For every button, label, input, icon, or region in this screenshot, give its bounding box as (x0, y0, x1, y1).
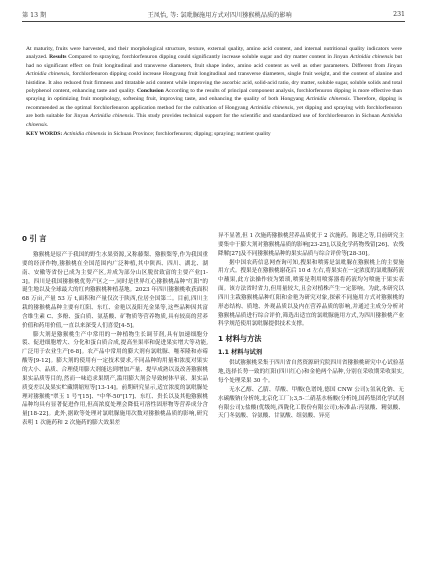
results-label: Results (49, 54, 67, 61)
abstract-conclusion-5: . (46, 121, 49, 128)
english-abstract (26, 45, 402, 138)
left-column (22, 232, 208, 428)
intro-paragraph-1: 猕猴桃是原产于我国的野生水果资源,又称藤梨、猕猴梨等,作为我国重要的经济作物,猕猴桃在全国范围内广泛种植,其中陕西、四川、湖北、湖南、安徽等省份已成为主要产区,并成为部分山区脱贫致富的主要产业[1-3]。四川是我国猕猴桃优势产区之一,同时是世界红心猕猴桃品种"红阳"的诞生地以及全球最大的红肉猕猴桃种植基地。2023 年四川猕猴桃收获面积 68 万亩,产量 53 万 t,面积和产量仅次于陕西,位居全国第二。目前,四川主栽的猕猴桃品种主要有红阳、东红、金艳以及阳光金果等,这些品种因其富含维生素 C、多酚、蛋白质、氨基酸、矿物质等营养物质,具有较高的营养价值和药用价值,一直以来深受人们喜爱[4-5]。 (22, 252, 208, 329)
key-words-list: in Sichuan Province; forchlorfenuron; dipping; spraying; nutrient quality (106, 131, 271, 138)
abstract-conclusion-1: According to the results of principal component analysis, forchlorfenuron dipping is more effective than spraying in optimizing fruit morphology, softening fruit, improving taste, and enhancing the quality of both Hongyang (26, 88, 402, 103)
abstract-results-2: but had no significant effect on fruit longitudinal and transverse diameters, fruit shape index, amino acid content as well as other parameters. Different from Jinyan (26, 54, 402, 69)
subsection-heading-materials: 1.1 材料与试剂 (218, 349, 263, 357)
materials-paragraph-1: 供试猕猴桃采集于四川省自然资源研究院四川省猕猴桃研究中心试验基地,选择长势一致的红阳(四川红心)和金艳两个品种,分别在采收期采收果实,每个处理采果 30 个。 (218, 360, 404, 384)
intro-paragraph-2: 膨大剂是猕猴桃生产中常用的一种植物生长调节剂,具有加速细胞分裂、促进细胞增大、分化和蛋白质合成,提高坐果率和促进果实增大等功能,广泛用于农业生产[6-8]。农产品中常用的膨大剂有氯吡脲、噻苯隆和赤霉酸等[9-12]。膨大剂的使用有一定技术要求,不同品种的用量和浓度对果实的大小、品质、合理使用膨大剂能达到增加产量、提早成熟以及改善猕猴桃果实品质等目的,然而一味追求果期产,滥用膨大剂会导致树体早衰、果实品质变差以及果实贮藏期缩短等[13-14]。前期研究显示,适宜浓度的氯吡脲处理对猕猴桃"翠玉 1 号"[15]、"中华-50"[17]、东红、贵长以及其他猕猴桃品种均具有显著促进作用,但高浓度处理会降低可溶性固形物等营养成分含量[18-22]。此外,据欧等处理对氯吡脲施用次数对猕猴桃品质的影响,研究表明 1 次施药和 2 次施药的膨大效果差 (22, 331, 208, 427)
section-heading-materials-methods: 1 材料与方法 (218, 334, 262, 344)
abstract-results-1: Compared to spraying, forchlorfenuron dipping could significantly increase soluble sugar and dry matter content in Jinyan (66, 54, 350, 61)
abstract-conclusion-4: . This study provides technical support for the scientific and standardized use of forchlorfenuron in Sichuan (133, 113, 382, 120)
running-header (22, 9, 405, 19)
conclusion-label: Conclusion (137, 88, 164, 95)
intro-paragraph-4: 据中国农药信息网查询可知,搜果和喷雾是氯吡脲在猕猴桃上的主要施用方式。搜果是在猕猴桃谢花后 10 d 左右,将果实在一定浓度的氯吡脲药液中蘸果,此方法操作较为繁琐,喷雾是利用喷雾器将药液均匀喷施于果实表面。该方法省时省力,但用量较大,且会对植株产生一定影响。为此,本研究以四川主栽猕猴桃品种红阳和金艳为研究对象,探索不同施用方式对猕猴桃的形态结构、质地、外观品质以及内在营养品质的影响,并通过主成分分析对猕猴桃品质进行综合评价,筛选出适宜的氯吡脲施用方式,为四川猕猴桃产业科学规范使用氯吡脲提供技术支撑。 (218, 259, 404, 328)
species-name: Actinidia chinensis (26, 71, 70, 78)
key-words-label: KEY WORDS: (26, 131, 63, 138)
right-column (218, 232, 404, 421)
abstract-results-3: , forchlorfenuron dipping could increase Hongyang fruit longitudinal and transverse diameters, single fruit weight, and the content of alanine and histidine. It also reduced fruit firmness and titratable acid content while improving the ascorbic acid, solid-acid ratio, dry matter, soluble sugar, soluble solids and total polyphenol content, enhancing taste and quality. (26, 71, 402, 95)
issue-number: 第 13 期 (22, 11, 47, 19)
section-heading-introduction: 0 引 言 (22, 234, 47, 243)
species-name: Actinidia chinensis (306, 96, 350, 103)
species-name: Actinidia chinensis (90, 113, 134, 120)
header-rule (22, 21, 405, 22)
intro-paragraph-3: 异不显著,但 1 次施药猕猴桃营养品质优于 2 次施药。陈建之等,目前研究主要集中于膨大剂对猕猴桃品质的影响[23-25],以及化学药物残留[26]、农残降解[27]及不同猕猴桃品种的果实品质与综合评价等[28-30]。 (218, 233, 404, 257)
key-words (26, 130, 402, 138)
abstract-conclusion-2: . Therefore, dipping is recommended as the optimal forchlorfenuron application method for the cultivation of Hongyang (26, 96, 403, 111)
species-name: Actinidia chinensis (250, 104, 294, 111)
abstract-methods: At maturity, fruits were harvested, and their morphological structure, texture, external quality, amino acid content, and internal nutritional quality indicators were analyzed. (26, 46, 402, 61)
key-words-species: Actinidia chinensis (63, 131, 107, 138)
running-title: 王凤怡, 等: 氯吡脲施用方式对四川猕猴桃品质的影响 (147, 11, 292, 19)
species-name: Actinidia chinensis (349, 54, 394, 61)
species-name: Actinidia chinensis (26, 113, 402, 128)
abstract-conclusion-3: , yet dipping and spraying with forchlorfenuron are both suitable for Jinyan (26, 104, 402, 120)
page-number: 231 (393, 10, 405, 18)
abstract-text (26, 45, 402, 129)
materials-paragraph-2: 无水乙醇、乙腈、草酸、甲酸(色谱纯,德国 CNW 公司);氢氧化钠、无水碳酸钠(分析纯,北京化工厂);3,5-二硝基水杨酸(分析纯,国药集团化学试剂有限公司);盐酸(优级纯,西陇化工股份有限公司);标准品:丙氨酸、精氨酸、天门冬氨酸、谷氨酸、甘氨酸、组氨酸、异亮 (218, 386, 404, 420)
